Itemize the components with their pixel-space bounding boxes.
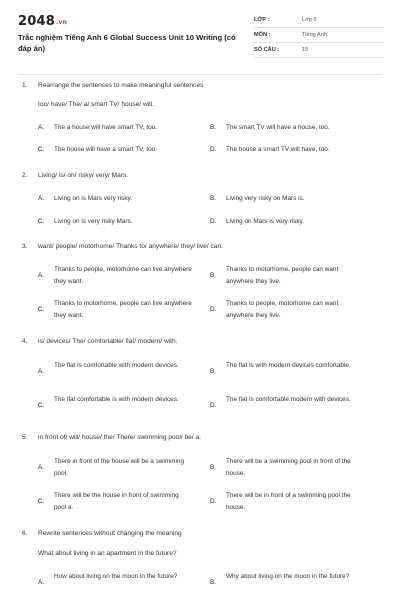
option-letter: C. (38, 306, 45, 313)
option-text: Living on is Mars very risky. (54, 195, 133, 202)
meta-value: Lớp 6 (302, 17, 317, 23)
question-text: Rewrite sentences without changing the meaning (38, 530, 182, 537)
option-letter: B. (210, 579, 217, 586)
option-text: Thanks to people, motorhome can want anywhere they live. (226, 300, 339, 319)
option-letter: C. (38, 498, 45, 505)
option-letter: B. (210, 124, 217, 131)
option-letter: C. (38, 146, 45, 153)
option-text: Thanks to motorhome, people can live anywhere they want. (54, 300, 192, 319)
option-letter: C. (38, 218, 45, 225)
option-text: The house a smart TV will have, too. (226, 146, 330, 153)
option-letter: D. (210, 218, 217, 225)
meta-row-count (254, 44, 384, 58)
option-text: Why about living on the moon in the future? (226, 573, 350, 580)
question-number: 6. (22, 530, 28, 537)
option-text: The flat is with modern devices comfortable. (226, 362, 351, 369)
question-number: 4. (22, 338, 28, 345)
option-text: The a house will have smart TV, too. (54, 124, 158, 131)
option-letter: D. (210, 402, 217, 409)
option-letter: B. (210, 464, 217, 471)
meta-row-subject (254, 29, 384, 43)
question-text: Rearrange the sentences to make meaningful sentences (38, 82, 204, 89)
option-text: Thanks to motorhome, people can want anywhere they live. (226, 266, 339, 285)
option-letter: A. (38, 195, 45, 202)
meta-value: Tiếng Anh (302, 32, 327, 38)
option-text: There will be the house in front of swimming pool a. (54, 492, 179, 511)
document-title: Trắc nghiệm Tiếng Anh 6 Global Success Unit 10 Writing (có đáp án) (18, 33, 236, 53)
option-letter: B. (210, 272, 217, 279)
option-letter: A. (38, 124, 45, 131)
logo-main-text: 2048 (18, 14, 55, 29)
option-text: How about living on the moon in the future? (54, 573, 178, 580)
option-text: The flat comfortable is with modern devices. (54, 396, 179, 403)
option-letter: A. (38, 272, 45, 279)
option-letter: A. (38, 368, 45, 375)
option-letter: A. (38, 464, 45, 471)
option-letter: D. (210, 146, 217, 153)
option-letter: C. (38, 402, 45, 409)
question-prompt: too/ have/ The/ a/ smart TV/ house/ will. (38, 101, 154, 108)
question-number: 1. (22, 82, 28, 89)
option-letter: B. (210, 368, 217, 375)
option-letter: D. (210, 498, 217, 505)
option-text: Living on Mars is very risky. (226, 218, 305, 225)
question-number: 3. (22, 243, 28, 250)
question-text: want/ people/ motorhome/ Thanks to/ anywhere/ they/ live/ can. (38, 243, 223, 250)
option-text: There in front of the house will be a swimming pool. (54, 458, 185, 477)
option-text: The flat is comfortable modern with devices. (226, 396, 351, 403)
question-number: 2. (22, 172, 28, 179)
meta-key: MÔN : (254, 32, 271, 38)
option-text: The house will have a smart TV, too. (54, 146, 158, 153)
question-text: in front of/ will/ house/ the/ There/ swimming pool/ be/ a. (38, 434, 201, 441)
option-text: The flat is comfortable with modern devices. (54, 362, 179, 369)
header-divider (18, 74, 382, 75)
option-text: There will be in front of a swimming pool the house. (226, 492, 351, 511)
option-text: Thanks to people, motorhome can live anywhere they want. (54, 266, 192, 285)
meta-row-class (254, 14, 384, 28)
option-letter: B. (210, 195, 217, 202)
meta-key: LỚP : (254, 17, 270, 23)
option-letter: A. (38, 579, 45, 586)
option-text: Living very risky on Mars is. (226, 195, 305, 202)
option-letter: D. (210, 306, 217, 313)
question-text: Living/ is/ on/ risky/ very/ Mars. (38, 172, 129, 179)
meta-key: SỐ CÂU : (254, 47, 280, 53)
question-prompt: What about living in an apartment in the future? (38, 550, 177, 557)
question-number: 5. (22, 434, 28, 441)
option-text: There will be a swimming pool in front of the house. (226, 458, 351, 477)
site-logo[interactable] (18, 14, 67, 29)
option-text: The smart TV will have a house, too. (226, 124, 330, 131)
option-text: Living on is very risky Mars. (54, 218, 133, 225)
logo-suffix-text: .vn (55, 19, 68, 26)
meta-value: 15 (302, 47, 309, 53)
question-text: is/ devices/ The/ comfortable/ flat/ modern/ with. (38, 338, 178, 345)
